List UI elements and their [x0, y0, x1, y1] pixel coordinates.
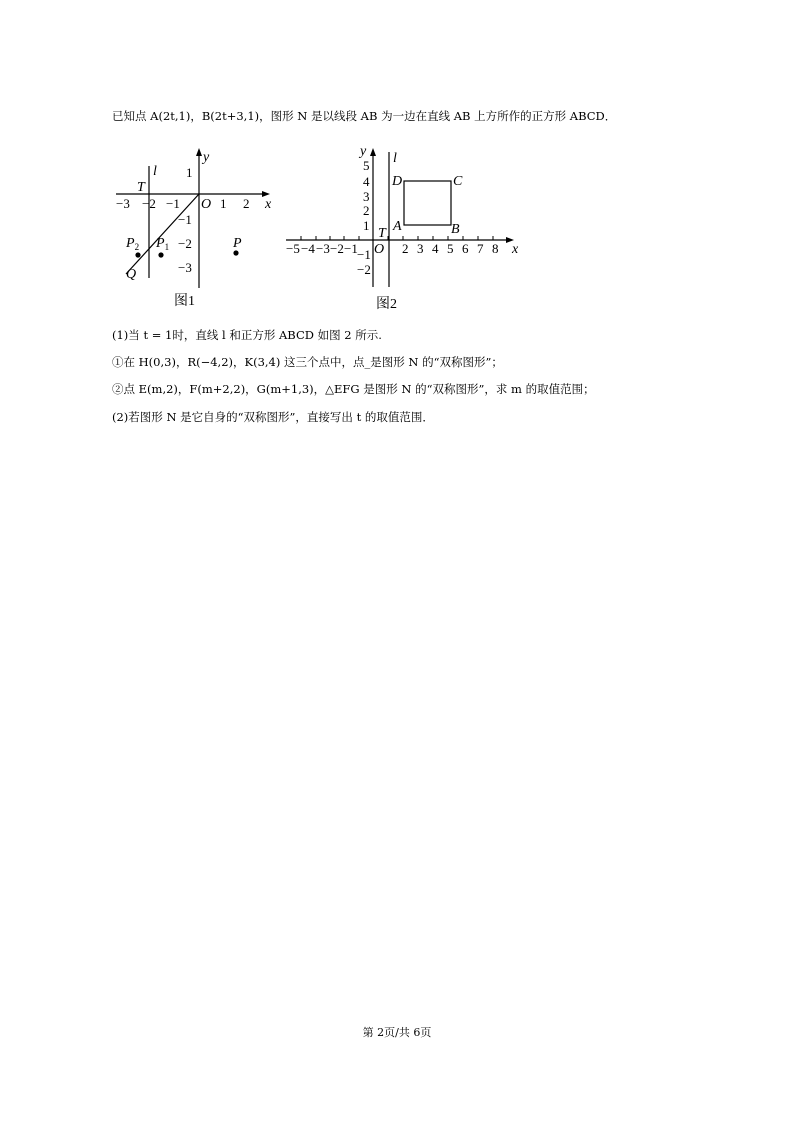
- fig2-y-label: y: [360, 144, 367, 159]
- fig1-y-label: y: [203, 150, 210, 165]
- fig2-ytick: 2: [363, 203, 370, 218]
- fig2-T-label: T: [378, 226, 386, 241]
- fig1-x-label: x: [265, 197, 272, 212]
- fig2-xtick: 5: [447, 241, 454, 256]
- fig1-P-label: P: [233, 236, 242, 251]
- fig1-T-label: T: [137, 180, 145, 195]
- fig2-xtick: 7: [477, 241, 484, 256]
- fig2-xtick: −4: [301, 241, 315, 256]
- fig1-l-label: l: [153, 164, 157, 179]
- fig2-ytick: −2: [357, 262, 371, 277]
- fig2-origin-label: O: [374, 242, 385, 257]
- question-1b: ②点 E(m,2)，F(m+2,2)，G(m+1,3)，△EFG 是图形 N 的“双称图形”，求 m 的取值范围；: [112, 382, 595, 396]
- fig2-xtick: 6: [462, 241, 469, 256]
- fig2-ytick: 4: [363, 174, 370, 189]
- fig2-C-label: C: [453, 174, 463, 189]
- fig1-origin-label: O: [201, 197, 212, 212]
- fig2-ytick: 3: [363, 189, 370, 204]
- question-2: (2)若图形 N 是它自身的“双称图形”，直接写出 t 的取值范围．: [112, 410, 434, 424]
- fig2-y-arrow: [370, 148, 376, 156]
- fig2-l-label: l: [393, 151, 397, 166]
- fig2-D-label: D: [392, 174, 403, 189]
- fig1-P2-label: $P_2$: [126, 236, 140, 252]
- fig2-A-label: A: [393, 219, 402, 234]
- page-footer: 第 2页/共 6页: [362, 1026, 432, 1039]
- fig1-ytick: 1: [186, 165, 193, 180]
- fig1-ytick: −2: [178, 236, 192, 251]
- fig2-square-ABCD: [404, 181, 451, 225]
- fig2-caption: 图2: [376, 297, 397, 312]
- fig1-xtick: 2: [243, 196, 250, 211]
- fig1-Q-label: Q: [126, 267, 137, 282]
- fig1-xtick: −1: [166, 196, 180, 211]
- fig1-ytick: −3: [178, 260, 192, 275]
- fig2-ytick: 1: [363, 218, 370, 233]
- fig1-point-P2: [135, 252, 140, 257]
- fig2-xtick: 3: [417, 241, 424, 256]
- question-1a: ①在 H(0,3)，R(−4,2)，K(3,4) 这三个点中，点_是图形 N 的“双称图形”；: [112, 355, 503, 369]
- fig2-B-label: B: [451, 222, 460, 237]
- fig2-xtick: 2: [402, 241, 409, 256]
- fig2-ytick: 5: [363, 158, 370, 173]
- fig2-xtick: 8: [492, 241, 499, 256]
- fig1-xtick: 1: [220, 196, 227, 211]
- fig1-caption: 图1: [174, 294, 195, 309]
- fig1-y-arrow: [196, 148, 202, 156]
- question-1: (1)当 t = 1时，直线 l 和正方形 ABCD 如图 2 所示.: [112, 328, 382, 342]
- fig2-ytick: −1: [357, 247, 371, 262]
- fig1-point-P: [233, 250, 238, 255]
- fig2-xtick: −1: [344, 241, 358, 256]
- problem-intro: 已知点 A(2t,1)，B(2t+3,1)，图形 N 是以线段 AB 为一边在直线 AB 上方所作的正方形 ABCD．: [112, 109, 617, 123]
- fig1-point-P1: [158, 252, 163, 257]
- figure-1: [112, 146, 282, 316]
- figure-2: [282, 142, 522, 317]
- fig1-xtick: −3: [116, 196, 130, 211]
- fig1-ytick: −1: [178, 212, 192, 227]
- fig1-xtick: −2: [142, 196, 156, 211]
- fig2-xtick: −5: [286, 241, 300, 256]
- fig2-xtick: −3: [316, 241, 330, 256]
- fig1-P1-label: $P_1$: [156, 236, 170, 252]
- fig2-xtick: 4: [432, 241, 439, 256]
- fig2-xtick: −2: [330, 241, 344, 256]
- fig2-x-label: x: [512, 242, 519, 257]
